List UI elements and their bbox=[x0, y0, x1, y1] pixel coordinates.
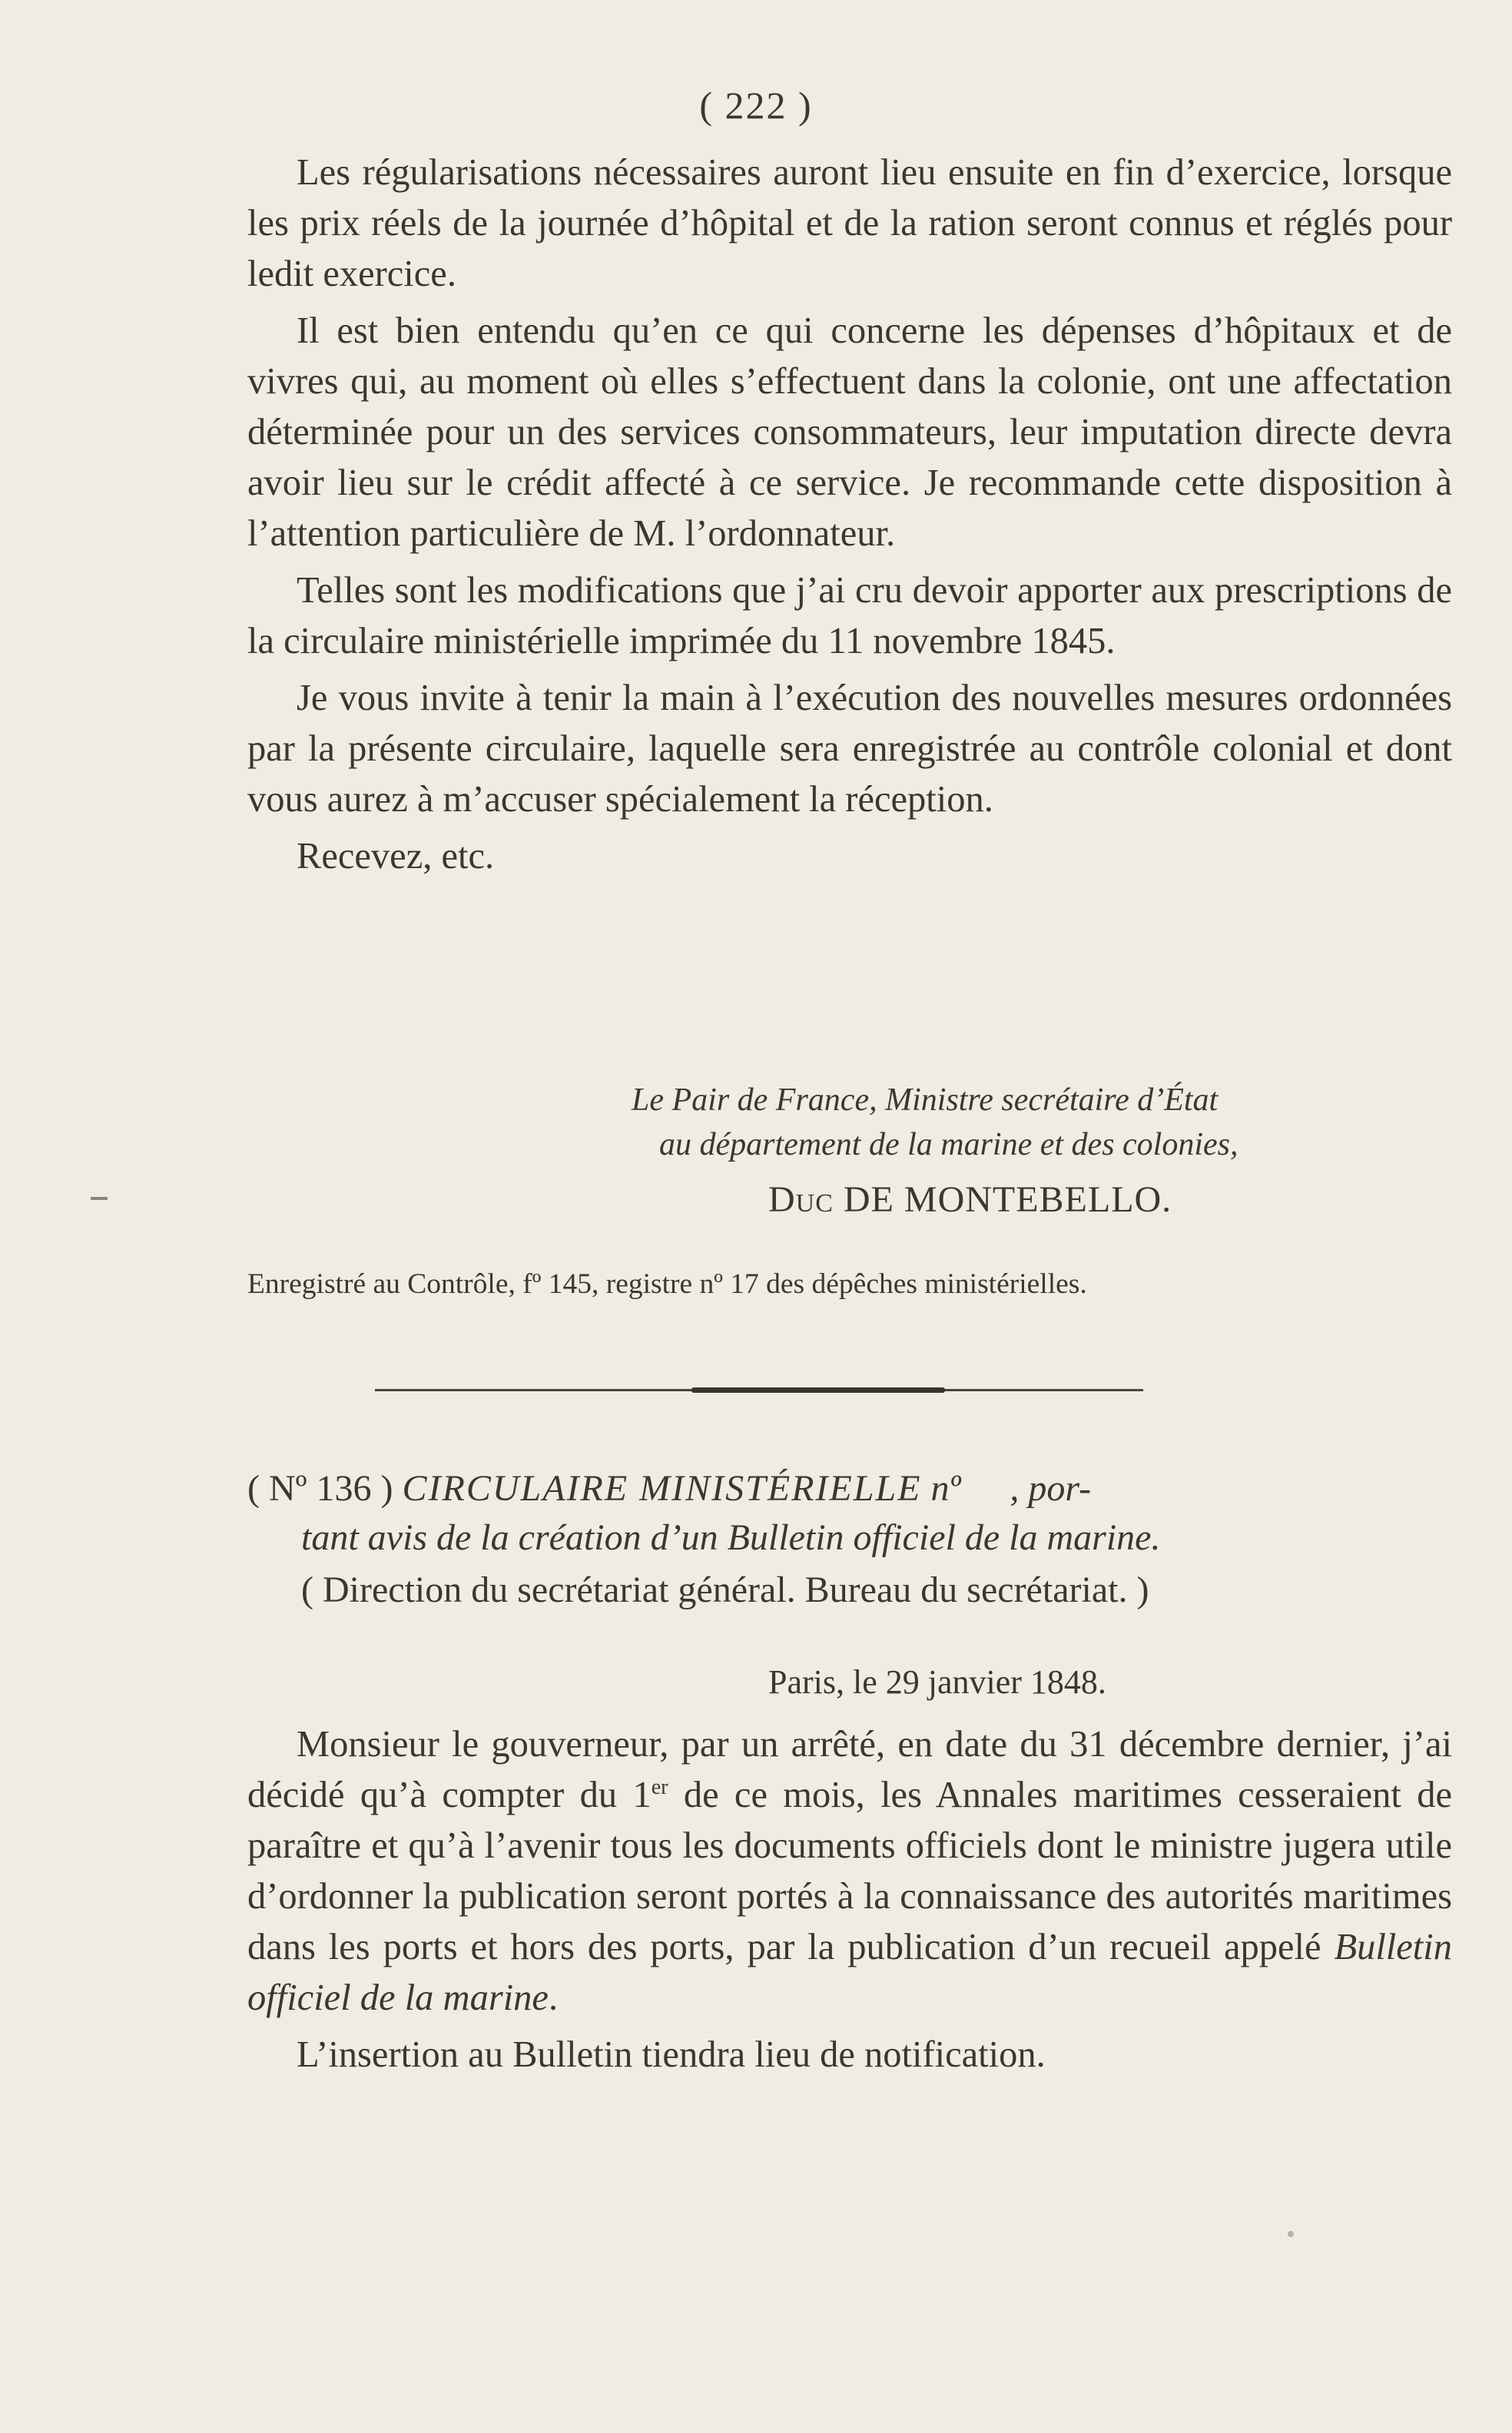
signature-name bbox=[768, 1178, 1172, 1221]
signature-name-main: DE MONTEBELLO. bbox=[843, 1179, 1172, 1220]
paragraph-3: Telles sont les modifications que j’ai cru devoir apporter aux prescriptions de la circulaire ministérielle imprimée du 11 novembre 1845. bbox=[247, 570, 1452, 661]
signature-title-line1: Le Pair de France, Ministre secrétaire d’État bbox=[632, 1082, 1219, 1118]
paragraph-5-sup: er bbox=[651, 1775, 668, 1799]
letter-date: Paris, le 29 janvier 1848. bbox=[768, 1663, 1106, 1701]
page-number: ( 222 ) bbox=[699, 84, 813, 127]
paragraph-2: Il est bien entendu qu’en ce qui concerne les dépenses d’hôpitaux et de vivres qui, au moment où elles s’effectuent dans la colonie, ont une affectation déterminée pour un des services consommateurs, leur imputation directe devra avoir lieu sur le crédit affecté à ce service. Je recommande cette disposition à l’attention particulière de M. l’ordonnateur. bbox=[247, 310, 1452, 554]
paragraph-4: Je vous invite à tenir la main à l’exécution des nouvelles mesures ordonnées par la présente circulaire, laquelle sera enregistrée au contrôle colonial et dont vous aurez à m’accuser spécialement la réception. bbox=[247, 678, 1452, 820]
section-divider-accent bbox=[691, 1387, 945, 1393]
circular-title: CIRCULAIRE MINISTÉRIELLE bbox=[402, 1468, 922, 1509]
circular-number: ( Nº 136 ) bbox=[247, 1468, 393, 1509]
signature-title-line2: au département de la marine et des colonies, bbox=[659, 1127, 1238, 1162]
circular-heading bbox=[247, 1464, 1452, 1563]
circular-title-rest-2: tant avis de la création d’un Bulletin officiel de la marine. bbox=[301, 1517, 1161, 1558]
paragraph-6: L’insertion au Bulletin tiendra lieu de notification. bbox=[297, 2034, 1046, 2075]
body-bottom bbox=[247, 1719, 1452, 2080]
signature-name-prefix: Duc bbox=[768, 1179, 834, 1220]
paragraph-5 bbox=[247, 1719, 1452, 2024]
paragraph-5-end: . bbox=[548, 1977, 559, 2018]
paragraph-1: Les régularisations nécessaires auront lieu ensuite en fin d’exercice, lorsque les prix réels de la journée d’hôpital et de la ration seront connus et réglés pour ledit exercice. bbox=[247, 152, 1452, 294]
paragraph-closing: Recevez, etc. bbox=[297, 836, 495, 877]
body-top bbox=[247, 148, 1452, 882]
paragraph-5-italic: Bulletin officiel de la marine bbox=[247, 1927, 1452, 2018]
margin-mark bbox=[91, 1197, 108, 1200]
circular-no-label: nº bbox=[930, 1468, 961, 1509]
paragraph-5-part1: Monsieur le gouverneur, par un arrêté, en date du 31 décembre dernier, j’ai décidé qu’à compter du 1 bbox=[247, 1724, 1452, 1815]
paragraph-5-part2: de ce mois, les Annales maritimes cesseraient de paraître et qu’à l’avenir tous les documents officiels dont le ministre jugera utile d’ordonner la publication seront portés à la connaissance des autorités maritimes dans les ports et hors des ports, par la publication d’un recueil appelé bbox=[247, 1775, 1452, 1967]
paper-speck bbox=[1288, 2231, 1294, 2237]
registration-note: Enregistré au Contrôle, fº 145, registre nº 17 des dépêches ministérielles. bbox=[247, 1268, 1087, 1300]
direction-line: ( Direction du secrétariat général. Bureau du secrétariat. ) bbox=[301, 1570, 1149, 1610]
circular-title-rest-1: , por- bbox=[1010, 1468, 1092, 1509]
